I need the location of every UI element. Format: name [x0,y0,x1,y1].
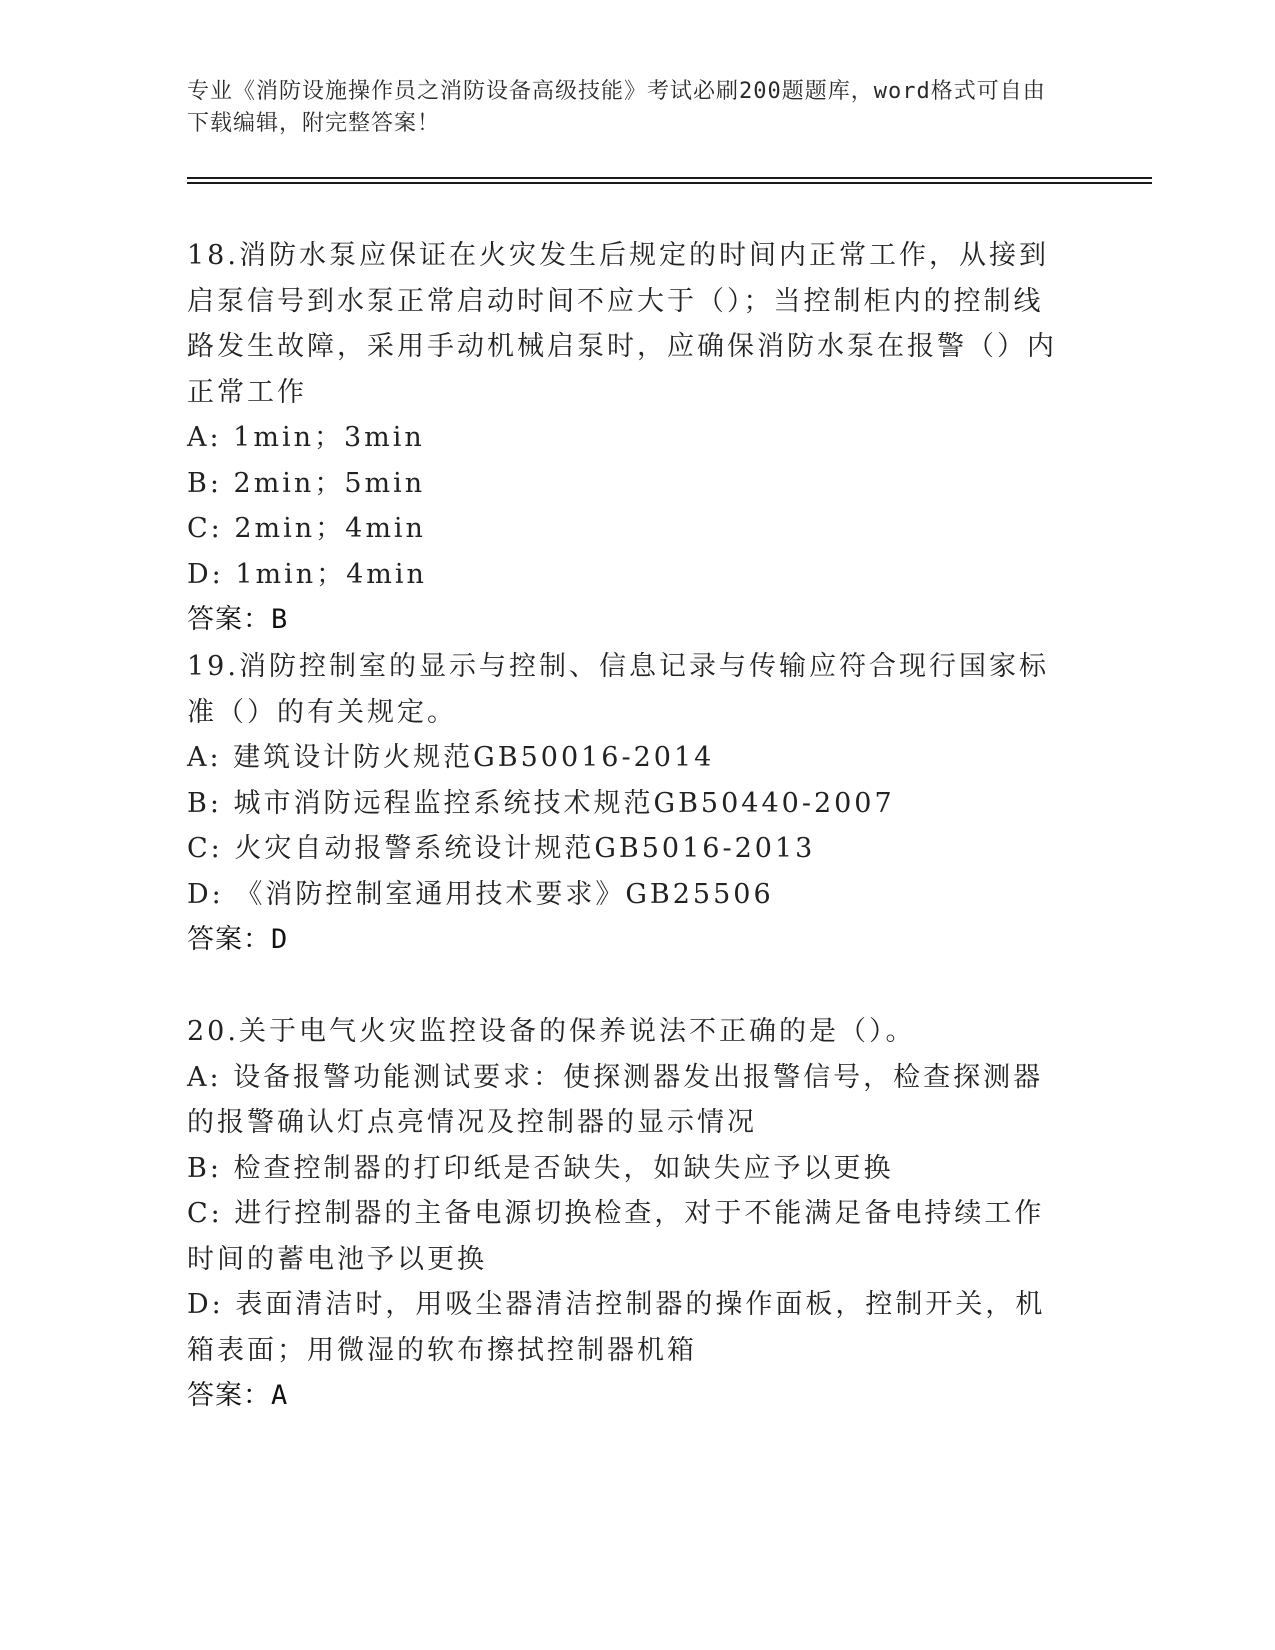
question-stem: 18.消防水泵应保证在火灾发生后规定的时间内正常工作，从接到启泵信号到水泵正常启动时间不应大于（）；当控制柜内的控制线路发生故障，采用手动机械启泵时，应确保消防水泵在报警（）内正常工作 [187,240,1057,408]
document-header: 专业《消防设施操作员之消防设备高级技能》考试必刷200题题库，word格式可自由下载编辑，附完整答案！ [187,79,1046,136]
option-d: D: 1min；4min [187,558,427,590]
option-a: A: 设备报警功能测试要求：使探测器发出报警信号，检查探测器的报警确认灯点亮情况及控制器的显示情况 [187,1061,1044,1138]
answer-label: 答案：B [187,604,289,635]
question-stem: 19.消防控制室的显示与控制、信息记录与传输应符合现行国家标准（）的有关规定。 [187,651,1049,728]
option-b: B: 2min；5min [187,467,426,499]
option-c: C: 进行控制器的主备电源切换检查，对于不能满足备电持续工作时间的蓄电池予以更换 [187,1198,1045,1275]
header-divider-top [187,177,1152,179]
header-divider-bottom [187,182,1152,184]
option-c: C: 火灾自动报警系统设计规范GB5016-2013 [187,833,816,864]
question-18 [187,233,1087,643]
answer-label: 答案：A [187,1380,289,1411]
option-c: C: 2min；4min [187,513,426,544]
option-a: A: 建筑设计防火规范GB50016-2014 [187,742,715,773]
question-20 [187,1009,1087,1419]
option-d: D: 《消防控制室通用技术要求》GB25506 [187,878,774,910]
option-b: B: 城市消防远程监控系统技术规范GB50440-2007 [187,787,895,819]
answer-label: 答案：D [187,924,289,955]
question-stem: 20.关于电气火灾监控设备的保养说法不正确的是（）。 [187,1016,916,1047]
option-b: B: 检查控制器的打印纸是否缺失，如缺失应予以更换 [187,1152,894,1184]
option-a: A: 1min；3min [187,422,425,453]
question-19 [187,644,1087,963]
option-d: D: 表面清洁时，用吸尘器清洁控制器的操作面板，控制开关，机箱表面；用微湿的软布擦拭控制器机箱 [187,1289,1046,1366]
